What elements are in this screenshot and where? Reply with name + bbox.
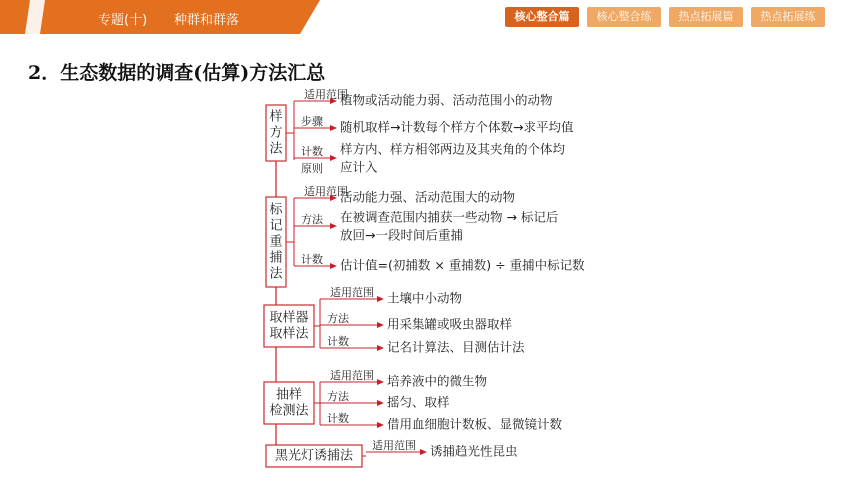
branch-content-text: 记名计算法、目测估计法 — [387, 339, 525, 355]
branch-key-label: 适用范围 — [304, 185, 348, 198]
method-name: 记 — [269, 218, 283, 234]
method-name: 法 — [269, 266, 283, 282]
branch-key-label: 方法 — [327, 312, 349, 325]
method-name: 黑光灯诱捕法 — [274, 448, 354, 464]
branch-content-text: 随机取样→计数每个样方个体数→求平均值 — [340, 119, 574, 135]
method-name: 方 — [269, 125, 283, 141]
branch-key-label: 适用范围 — [372, 439, 416, 452]
branch-content-text: 土壤中小动物 — [387, 290, 463, 306]
method-name: 取样法 — [269, 326, 309, 342]
tab-core-practice[interactable]: 核心整合练 — [587, 7, 661, 27]
method-name: 检测法 — [269, 403, 309, 419]
branch-content-text: 放回→一段时间后重捕 — [340, 227, 463, 243]
tab-hotspot-extension[interactable]: 热点拓展篇 — [669, 7, 743, 27]
method-name: 标 — [269, 202, 283, 218]
branch-content-text: 诱捕趋光性昆虫 — [430, 443, 518, 459]
branch-content-text: 借用血细胞计数板、显微镜计数 — [387, 416, 563, 432]
branch-key-label: 计数 — [327, 412, 349, 425]
branch-content-text: 植物或活动能力弱、活动范围小的动物 — [340, 92, 553, 108]
branch-content-text: 样方内、样方相邻两边及其夹角的个体均 — [340, 141, 566, 157]
branch-key-label: 适用范围 — [330, 286, 374, 299]
branch-key-label: 计数 — [327, 335, 349, 348]
tab-core-integration[interactable]: 核心整合篇 — [505, 7, 579, 27]
chapter-label: 专题(十) — [98, 13, 148, 28]
method-name: 法 — [269, 141, 283, 157]
chapter-title: 种群和群落 — [174, 13, 240, 28]
method-name: 重 — [269, 234, 283, 250]
branch-key-label: 计数 — [301, 253, 323, 266]
branch-key-label: 原则 — [301, 162, 323, 175]
branch-key-label: 方法 — [327, 390, 349, 403]
branch-content-text: 摇匀、取样 — [387, 394, 450, 410]
branch-content-text: 用采集罐或吸虫器取样 — [387, 316, 513, 332]
branch-key-label: 方法 — [301, 213, 323, 226]
branch-content-text: 在被调查范围内捕获一些动物 → 标记后 — [340, 209, 559, 225]
method-name: 抽样 — [275, 387, 303, 403]
method-name: 取样器 — [269, 310, 309, 326]
branch-key-label: 计数 — [301, 145, 323, 158]
branch-content-text: 培养液中的微生物 — [387, 373, 488, 389]
branch-key-label: 步骤 — [301, 115, 323, 128]
branch-content-text: 活动能力强、活动范围大的动物 — [340, 189, 516, 205]
section-title: 2．生态数据的调查(估算)方法汇总 — [28, 62, 326, 84]
branch-content-text: 估计值=(初捕数 × 重捕数) ÷ 重捕中标记数 — [340, 257, 585, 273]
tab-hotspot-practice[interactable]: 热点拓展练 — [751, 7, 825, 27]
branch-content-text: 应计入 — [340, 159, 378, 175]
branch-key-label: 适用范围 — [304, 88, 348, 101]
method-name: 捕 — [269, 250, 283, 266]
branch-key-label: 适用范围 — [330, 369, 374, 382]
method-name: 样 — [269, 109, 283, 125]
